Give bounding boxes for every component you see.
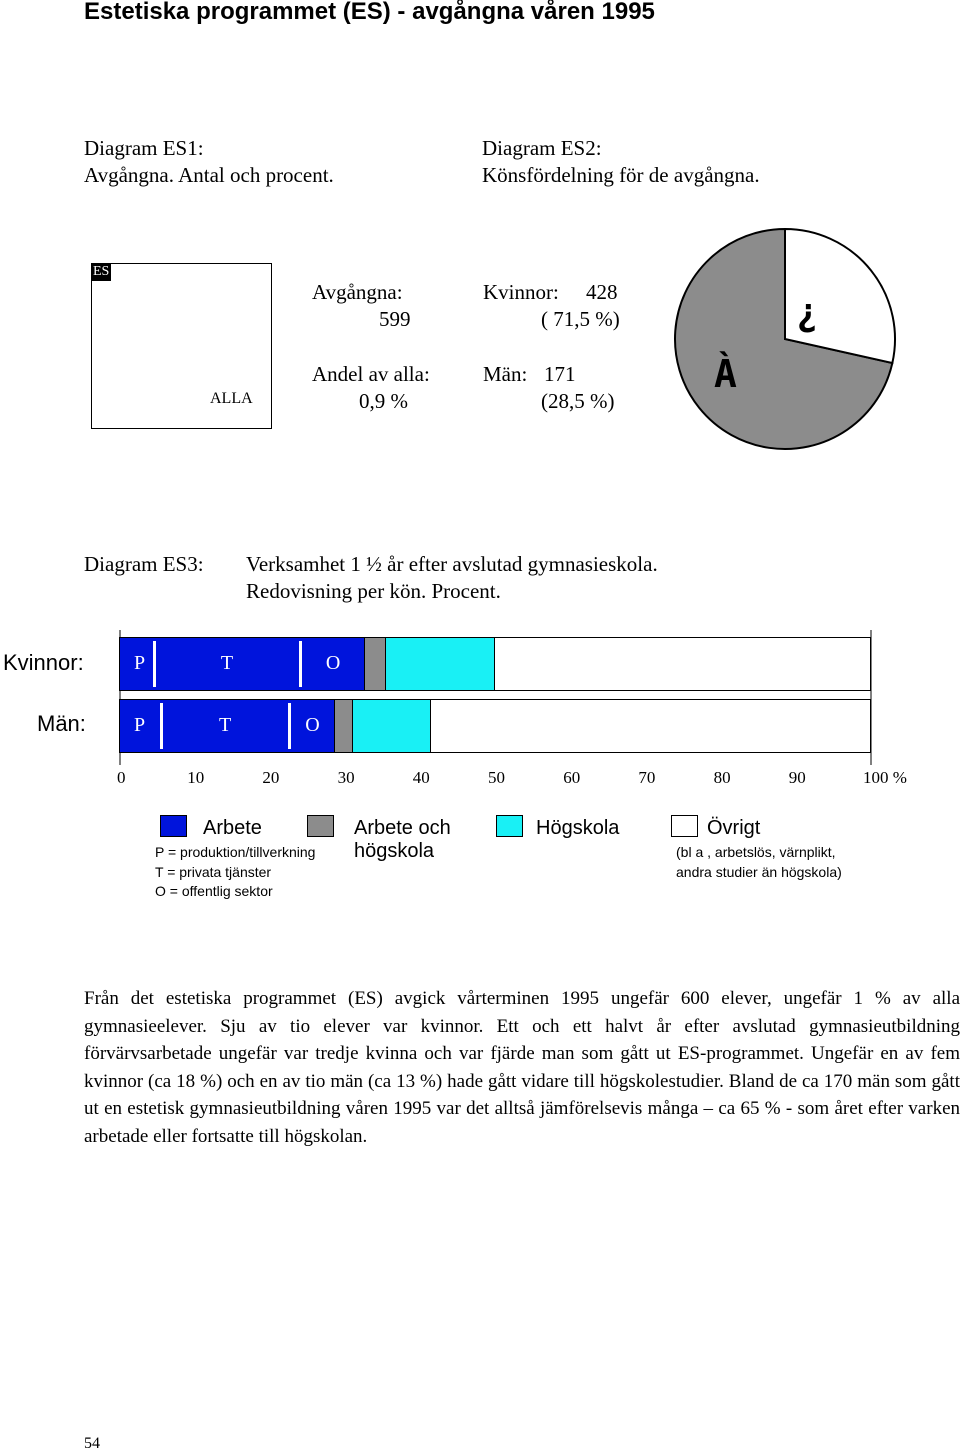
x-axis-tick-label: 40 [412,768,430,787]
kvinnor-count-value: 428 [586,280,618,304]
bar-segment-divider [153,641,156,687]
es1-box-tag: ES [93,264,110,279]
es1-caption [84,135,334,189]
es3-caption-label: Diagram ES3: [84,552,204,576]
bar-kvinnor [119,637,871,691]
bar-segment-arbete [120,700,334,752]
x-axis-tick-label: 0 [117,768,126,787]
page-title: Estetiska programmet (ES) - avgångna våren 1995 [84,0,655,25]
bar-segment-arbete [120,638,364,690]
man-pct: (28,5 %) [541,389,615,413]
es2-caption-line2: Könsfördelning för de avgångna. [482,163,760,187]
es3-caption-line1: Verksamhet 1 ½ år efter avslutad gymnasieskola. [246,552,658,576]
bar-segment-arbete-och-hogskola [334,700,353,752]
legend-label-arbete: Arbete [203,817,262,839]
legend-desc-ovrigt-1: (bl a , arbetslös, värnplikt, [676,844,836,860]
andel-value: 0,9 % [359,389,408,413]
page-number: 54 [84,1435,100,1452]
x-axis-tick-label: 60 [563,768,581,787]
es1-caption-line2: Avgångna. Antal och procent. [84,163,334,187]
bar-segment-label-p: P [134,652,146,674]
pie-glyph-women: À [714,352,737,396]
legend-swatch-ovrigt [671,815,698,837]
x-axis-tick-label: 20 [262,768,280,787]
bar-segment-label-t: T [219,714,232,736]
legend-label-arbete-och-line2: högskola [354,840,435,862]
man-count-value: 171 [544,362,576,386]
legend-label-hogskola: Högskola [536,817,620,839]
bar-segment-divider [299,641,302,687]
bar-segment-hogskola [386,638,495,690]
es2-caption [482,135,760,189]
bar-segment-hogskola [353,700,432,752]
x-axis-tick-label: 90 [788,768,806,787]
avgangna-value: 599 [379,307,411,331]
bar-segment-label-o: O [305,714,320,736]
legend-swatch-arbete [160,815,187,837]
es1-box-label: ALLA [210,390,253,407]
legend-swatch-arbete-och-hogskola [307,815,334,837]
bar-man [119,699,871,753]
bar-segment-ovrigt [431,700,870,752]
legend-desc-o: O = offentlig sektor [155,883,273,899]
andel-label: Andel av alla: [312,362,430,386]
bar-segment-ovrigt [495,638,870,690]
kvinnor-pct: ( 71,5 %) [541,307,620,331]
legend-desc-t: T = privata tjänster [155,864,272,880]
gender-pie-chart [670,224,900,454]
man-count-label: Män: [483,362,528,386]
x-axis-tick-label: 80 [713,768,731,787]
legend-desc-p: P = produktion/tillverkning [155,844,316,860]
bar-segment-divider [288,703,291,749]
es1-caption-line1: Diagram ES1: [84,136,204,160]
legend-label-arbete-och-line1: Arbete och [354,817,451,839]
row-label-kvinnor: Kvinnor: [3,650,84,675]
bar-segment-label-t: T [220,652,234,674]
legend-label-ovrigt: Övrigt [707,817,761,839]
x-axis-tick-label: 10 [187,768,205,787]
x-axis-tick-label: 70 [638,768,656,787]
x-axis-tick-label: 100 % [863,768,907,787]
es2-caption-line1: Diagram ES2: [482,136,602,160]
bar-segment-label-o: O [325,652,341,674]
bar-segment-arbete-och-hogskola [364,638,387,690]
x-axis-tick-label: 50 [488,768,505,787]
bar-segment-label-p: P [134,714,146,736]
legend-desc-ovrigt-2: andra studier än högskola) [676,864,842,880]
kvinnor-count-label: Kvinnor: [483,280,559,304]
pie-glyph-men: ¿ [796,290,819,334]
legend-swatch-hogskola [496,815,523,837]
es3-caption [246,551,658,605]
body-paragraph: Från det estetiska programmet (ES) avgick vårterminen 1995 ungefär 600 elever, ungefär 1 % av alla gymnasieelever. Sju av tio elever var kvinnor. Ett och ett halvt år efter avslutad gymnasieutbildning förvärvsarbetade ungefär var tredje kvinna och var fjärde man som gått ut ES-programmet. Ungefär en av fem kvinnor (ca 18 %) och en av tio män (ca 13 %) hade gått vidare till högskolestudier. Bland de ca 170 män som gått ut en estetisk gymnasieutbildning våren 1995 var det alltså jämförelsevis många – ca 65 % - som året efter varken arbetade eller fortsatte till högskolan. [84,988,960,1147]
bar-segment-divider [160,703,163,749]
es3-caption-line2: Redovisning per kön. Procent. [246,579,501,603]
x-axis-tick-label: 30 [337,768,355,787]
avgangna-label: Avgångna: [312,280,403,304]
row-label-man: Män: [37,711,86,736]
